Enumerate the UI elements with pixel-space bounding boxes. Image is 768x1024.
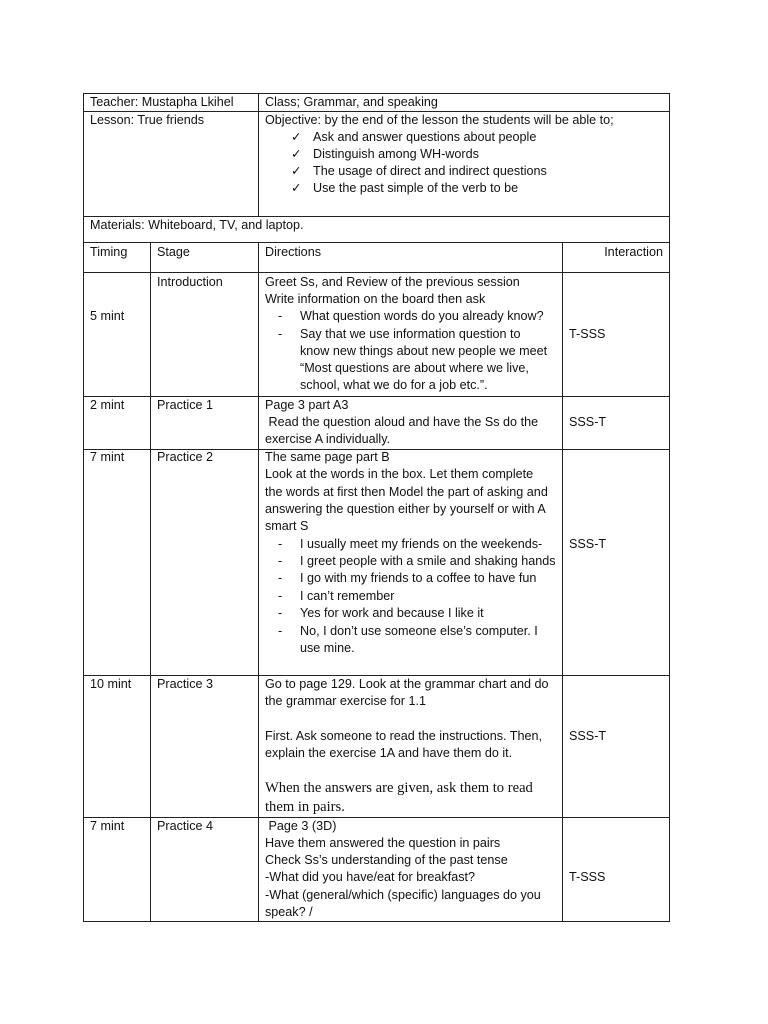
direction-line: Go to page 129. Look at the grammar chart and do <box>265 677 549 691</box>
col-label-timing: Timing <box>90 245 128 259</box>
check-icon: ✓ <box>291 147 302 161</box>
col-label-directions: Directions <box>265 245 321 259</box>
bullet-text: I greet people with a smile and shaking hands <box>300 554 556 568</box>
bullet-text: I go with my friends to a coffee to have fun <box>300 571 537 585</box>
direction-line: the words at first then Model the part of asking and <box>265 485 548 499</box>
direction-line: First. Ask someone to read the instructions. Then, <box>265 729 542 743</box>
row-p3-interaction-cell <box>562 675 670 818</box>
row-intro-timing-cell <box>83 272 151 397</box>
bullet-text: I can’t remember <box>300 589 395 603</box>
direction-line-serif: When the answers are given, ask them to read <box>265 780 533 796</box>
bullet-continuation: know new things about new people we meet <box>300 344 548 358</box>
direction-line: answering the question either by yourself or with A <box>265 502 546 516</box>
dash-icon: - <box>278 327 283 341</box>
direction-line: Write information on the board then ask <box>265 292 486 306</box>
direction-line: The same page part B <box>265 450 390 464</box>
direction-line: exercise A individually. <box>265 432 391 446</box>
col-label-interaction: Interaction <box>604 245 663 259</box>
direction-line-serif: them in pairs. <box>265 799 345 815</box>
bullet-text: Yes for work and because I like it <box>300 606 484 620</box>
col-label-stage: Stage <box>157 245 190 259</box>
check-icon: ✓ <box>291 164 302 178</box>
direction-line: Look at the words in the box. Let them complete <box>265 467 534 481</box>
row-stage: Practice 2 <box>157 450 213 464</box>
bullet-continuation: school, what we do for a job etc.”. <box>300 378 488 392</box>
bullet-text: I usually meet my friends on the weekends- <box>300 537 543 551</box>
objective-text: Use the past simple of the verb to be <box>313 181 519 195</box>
row-timing: 10 mint <box>90 677 132 691</box>
row-stage: Practice 3 <box>157 677 213 691</box>
direction-line: Greet Ss, and Review of the previous session <box>265 275 520 289</box>
row-interaction: T-SSS <box>569 870 606 884</box>
row-p3-timing-cell <box>83 675 151 818</box>
dash-icon: - <box>278 589 283 603</box>
row-interaction: SSS-T <box>569 537 607 551</box>
row-interaction: T-SSS <box>569 327 606 341</box>
direction-line: Page 3 (3D) <box>265 819 337 833</box>
row-timing: 7 mint <box>90 819 125 833</box>
objective-intro: Objective: by the end of the lesson the students will be able to; <box>265 113 614 127</box>
row-timing: 7 mint <box>90 450 125 464</box>
row-stage: Practice 1 <box>157 398 213 412</box>
dash-icon: - <box>278 606 283 620</box>
dash-icon: - <box>278 624 283 638</box>
row-stage: Introduction <box>157 275 223 289</box>
teacher-name: Teacher: Mustapha Lkihel <box>90 95 234 109</box>
direction-line: speak? / <box>265 905 313 919</box>
objective-text: The usage of direct and indirect questions <box>313 164 547 178</box>
materials-text: Materials: Whiteboard, TV, and laptop. <box>90 218 304 232</box>
bullet-continuation: use mine. <box>300 641 355 655</box>
direction-line: the grammar exercise for 1.1 <box>265 694 426 708</box>
direction-line: -What did you have/eat for breakfast? <box>265 870 476 884</box>
row-stage: Practice 4 <box>157 819 213 833</box>
objective-text: Distinguish among WH-words <box>313 147 479 161</box>
direction-line: -What (general/which (specific) languages do you <box>265 888 541 902</box>
bullet-text: Say that we use information question to <box>300 327 521 341</box>
direction-line: Check Ss’s understanding of the past tense <box>265 853 508 867</box>
direction-line: Page 3 part A3 <box>265 398 349 412</box>
row-interaction: SSS-T <box>569 415 607 429</box>
check-icon: ✓ <box>291 130 302 144</box>
direction-line: Have them answered the question in pairs <box>265 836 501 850</box>
class-title: Class; Grammar, and speaking <box>265 95 438 109</box>
direction-line: explain the exercise 1A and have them do it. <box>265 746 513 760</box>
dash-icon: - <box>278 537 283 551</box>
row-p2-stage-cell <box>150 449 259 676</box>
dash-icon: - <box>278 571 283 585</box>
row-p2-timing-cell <box>83 449 151 676</box>
direction-line: smart S <box>265 519 309 533</box>
row-timing: 2 mint <box>90 398 125 412</box>
bullet-continuation: “Most questions are about where we live, <box>300 361 529 375</box>
dash-icon: - <box>278 554 283 568</box>
row-interaction: SSS-T <box>569 729 607 743</box>
row-p2-interaction-cell <box>562 449 670 676</box>
row-timing: 5 mint <box>90 309 125 323</box>
check-icon: ✓ <box>291 181 302 195</box>
objective-text: Ask and answer questions about people <box>313 130 537 144</box>
dash-icon: - <box>278 309 283 323</box>
lesson-title: Lesson: True friends <box>90 113 205 127</box>
bullet-text: No, I don’t use someone else’s computer. I <box>300 624 538 638</box>
bullet-text: What question words do you already know? <box>300 309 544 323</box>
direction-line: Read the question aloud and have the Ss do the <box>265 415 539 429</box>
row-p3-stage-cell <box>150 675 259 818</box>
